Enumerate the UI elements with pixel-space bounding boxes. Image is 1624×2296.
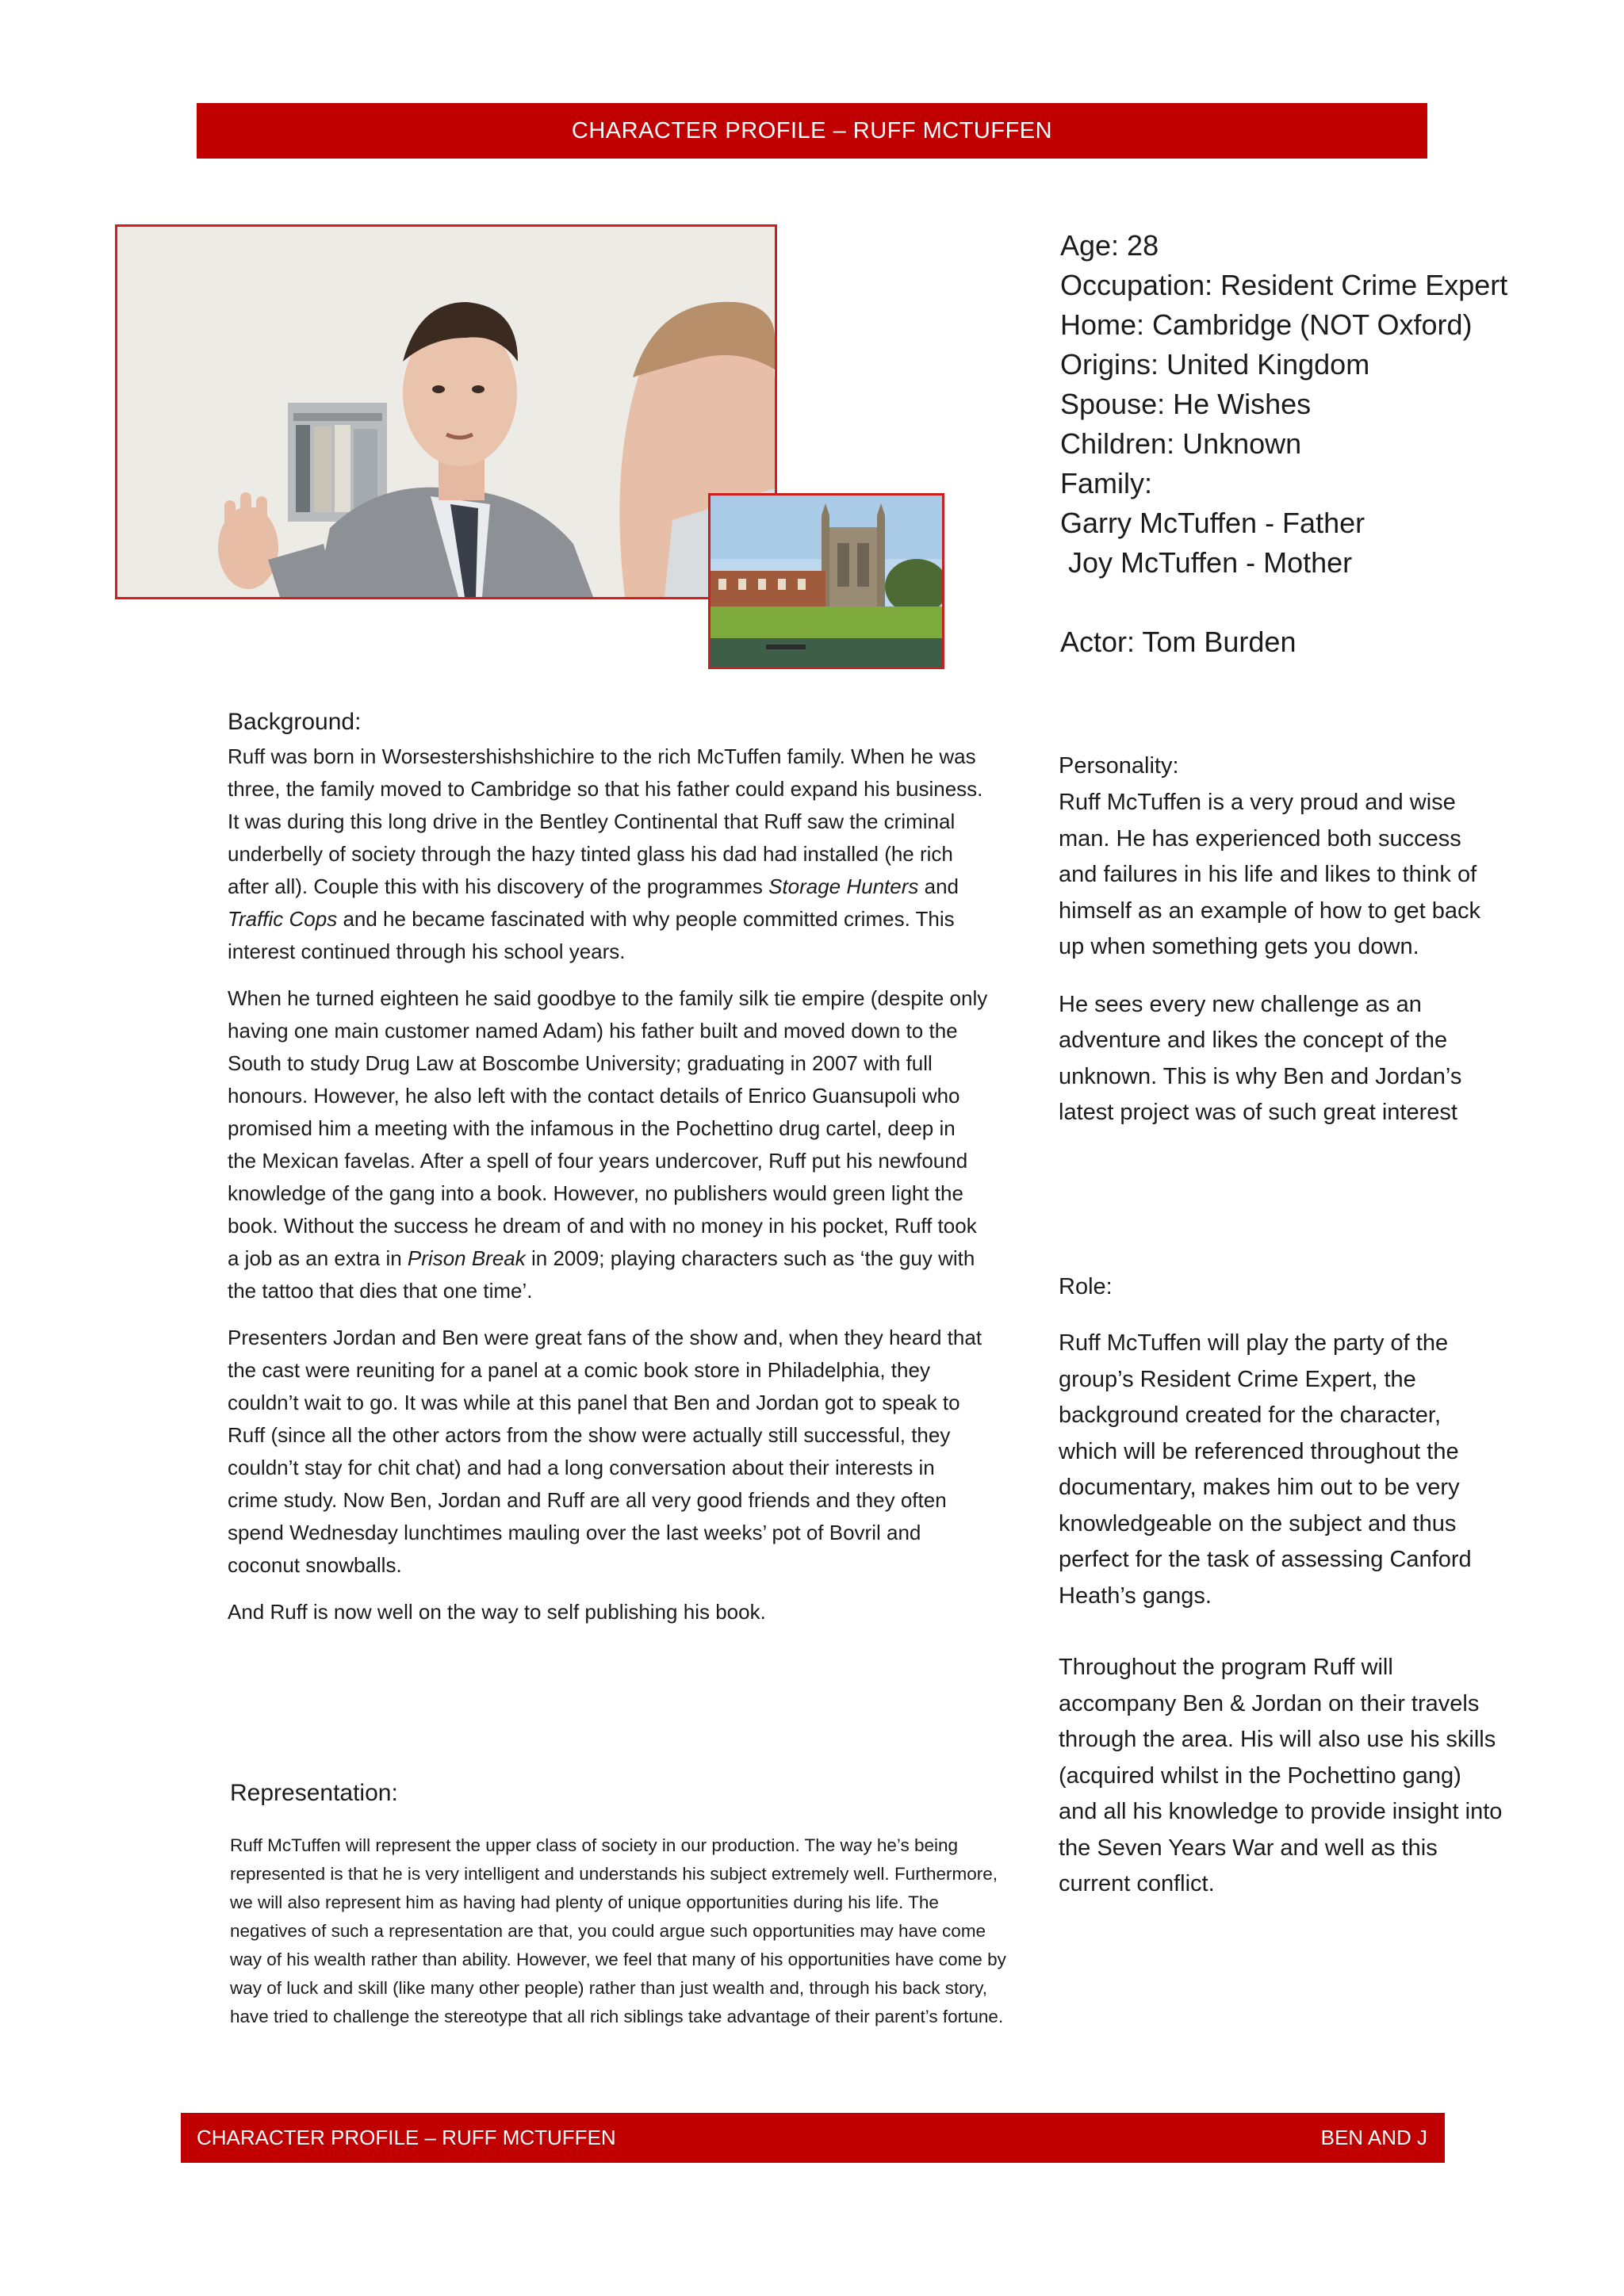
background-paragraph-4: And Ruff is now well on the way to self publishing his book. [228,1600,766,1624]
personality-heading: Personality: [1059,753,1179,779]
occupation-line: Occupation: Resident Crime Expert [1060,269,1508,301]
origins-line: Origins: United Kingdom [1060,348,1370,381]
home-line: Home: Cambridge (NOT Oxford) [1060,308,1473,341]
background-p1-c: and he became fascinated with why people committed crimes. This interest continued through his school years. [228,907,955,963]
footer-bar [181,2113,1445,2163]
background-p1-a: Ruff was born in Worsestershishshichire to the rich McTuffen family. When he was three, the family moved to Cambridge so that his father could expand his business. It was during this long drive in the Bentley Continental that Ruff saw the criminal underbelly of society through the hazy tinted glass his dad had installed (he rich after all). Couple this with his discovery of the programmes [228,744,983,898]
spouse-line: Spouse: He Wishes [1060,388,1312,420]
background-p2-a: When he turned eighteen he said goodbye to the family silk tie empire (despite only having one main customer named Adam) his father built and moved down to the South to study Drug Law at Boscombe University; graduating in 2007 with full honours. However, he also left with the contact details of Enrico Guansupoli who promised him a meeting with the infamous in the Pochettino drug cartel, deep in the Mexican favelas. After a spell of four years undercover, Ruff put his newfound knowledge of the gang into a book. However, no publishers would green light the book. Without the success he dream of and with no money in his pocket, Ruff took a job as an extra in [228,986,988,1270]
show-title-traffic-cops: Traffic Cops [228,907,338,931]
spacer [1060,583,1568,622]
personality-paragraph-2: He sees every new challenge as an adventure and likes the concept of the unknown. This is why Ben and Jordan’s latest project was of such great interest [1059,991,1462,1125]
background-paragraph-1 [228,740,989,968]
page-title: CHARACTER PROFILE – RUFF MCTUFFEN [571,117,1053,144]
character-photo [115,224,777,599]
background-text [228,740,989,1643]
children-line: Children: Unknown [1060,427,1302,460]
background-paragraph-3: Presenters Jordan and Ben were great fans of the show and, when they heard that the cast were reuniting for a panel at a comic book store in Philadelphia, they couldn’t wait to go. It was while at this panel that Ben and Jordan got to speak to Ruff (since all the other actors from the show were actually still successful, they couldn’t stay for chit chat) and had a long conversation about their interests in crime study. Now Ben, Jordan and Ruff are all very good friends and they often spend Wednesday lunchtimes mauling over the last weeks’ pot of Bovril and coconut snowballs. [228,1326,982,1577]
show-title-storage-hunters: Storage Hunters [768,874,919,898]
representation-text: Ruff McTuffen will represent the upper class of society in our production. The way he’s being represented is that he is very intelligent and understands his subject extremely well. Furthermore, we will also represent him as having had plenty of unique opportunities during his life. The negatives of such a representation are that, you could argue such opportunities may have come way of his wealth rather than ability. However, we feel that many of his opportunities have come by way of luck and skill (like many other people) rather than just wealth and, through his back story, have tried to challenge the stereotype that all rich siblings take advantage of their parent’s fortune. [230,1835,1006,2026]
background-p2-b: in 2009; playing characters such as ‘the guy with the tattoo that dies that one time’. [228,1246,975,1303]
background-p1-b: and [918,874,959,898]
mother-line: Joy McTuffen - Mother [1060,546,1353,579]
role-paragraph-2: Throughout the program Ruff will accompany Ben & Jordan on their travels through the area. His will also use his skills (acquired whilst in the Pochettino gang) and all his knowledge to provide insight into the Seven Years War and well as this current conflict. [1059,1655,1503,1896]
show-title-prison-break: Prison Break [407,1246,526,1270]
role-heading: Role: [1059,1274,1113,1299]
header-bar [197,103,1427,159]
personality-text [1059,785,1503,1158]
representation-heading: Representation: [230,1780,398,1806]
family-label: Family: [1060,467,1152,499]
cambridge-photo [708,493,944,669]
personality-paragraph-1: Ruff McTuffen is a very proud and wise man. He has experienced both success and failures in his life and likes to think of himself as an example of how to get back up when something gets you down. [1059,790,1480,959]
cambridge-photo-illustration [710,496,942,667]
actor-line: Actor: Tom Burden [1060,626,1297,658]
role-paragraph-1: Ruff McTuffen will play the party of the group’s Resident Crime Expert, the background created for the character, which will be referenced throughout the documentary, makes him out to be very knowledgeable on the subject and thus perfect for the task of assessing Canford Heath’s gangs. [1059,1330,1472,1609]
character-info [1060,226,1568,662]
role-text [1059,1326,1503,1924]
background-heading: Background: [228,709,362,735]
footer-title: CHARACTER PROFILE – RUFF MCTUFFEN [197,2126,616,2149]
father-line: Garry McTuffen - Father [1060,507,1365,539]
background-paragraph-2 [228,982,989,1307]
age-line: Age: 28 [1060,229,1159,262]
footer-authors: BEN AND J [1320,2126,1427,2149]
character-photo-illustration [117,227,775,597]
